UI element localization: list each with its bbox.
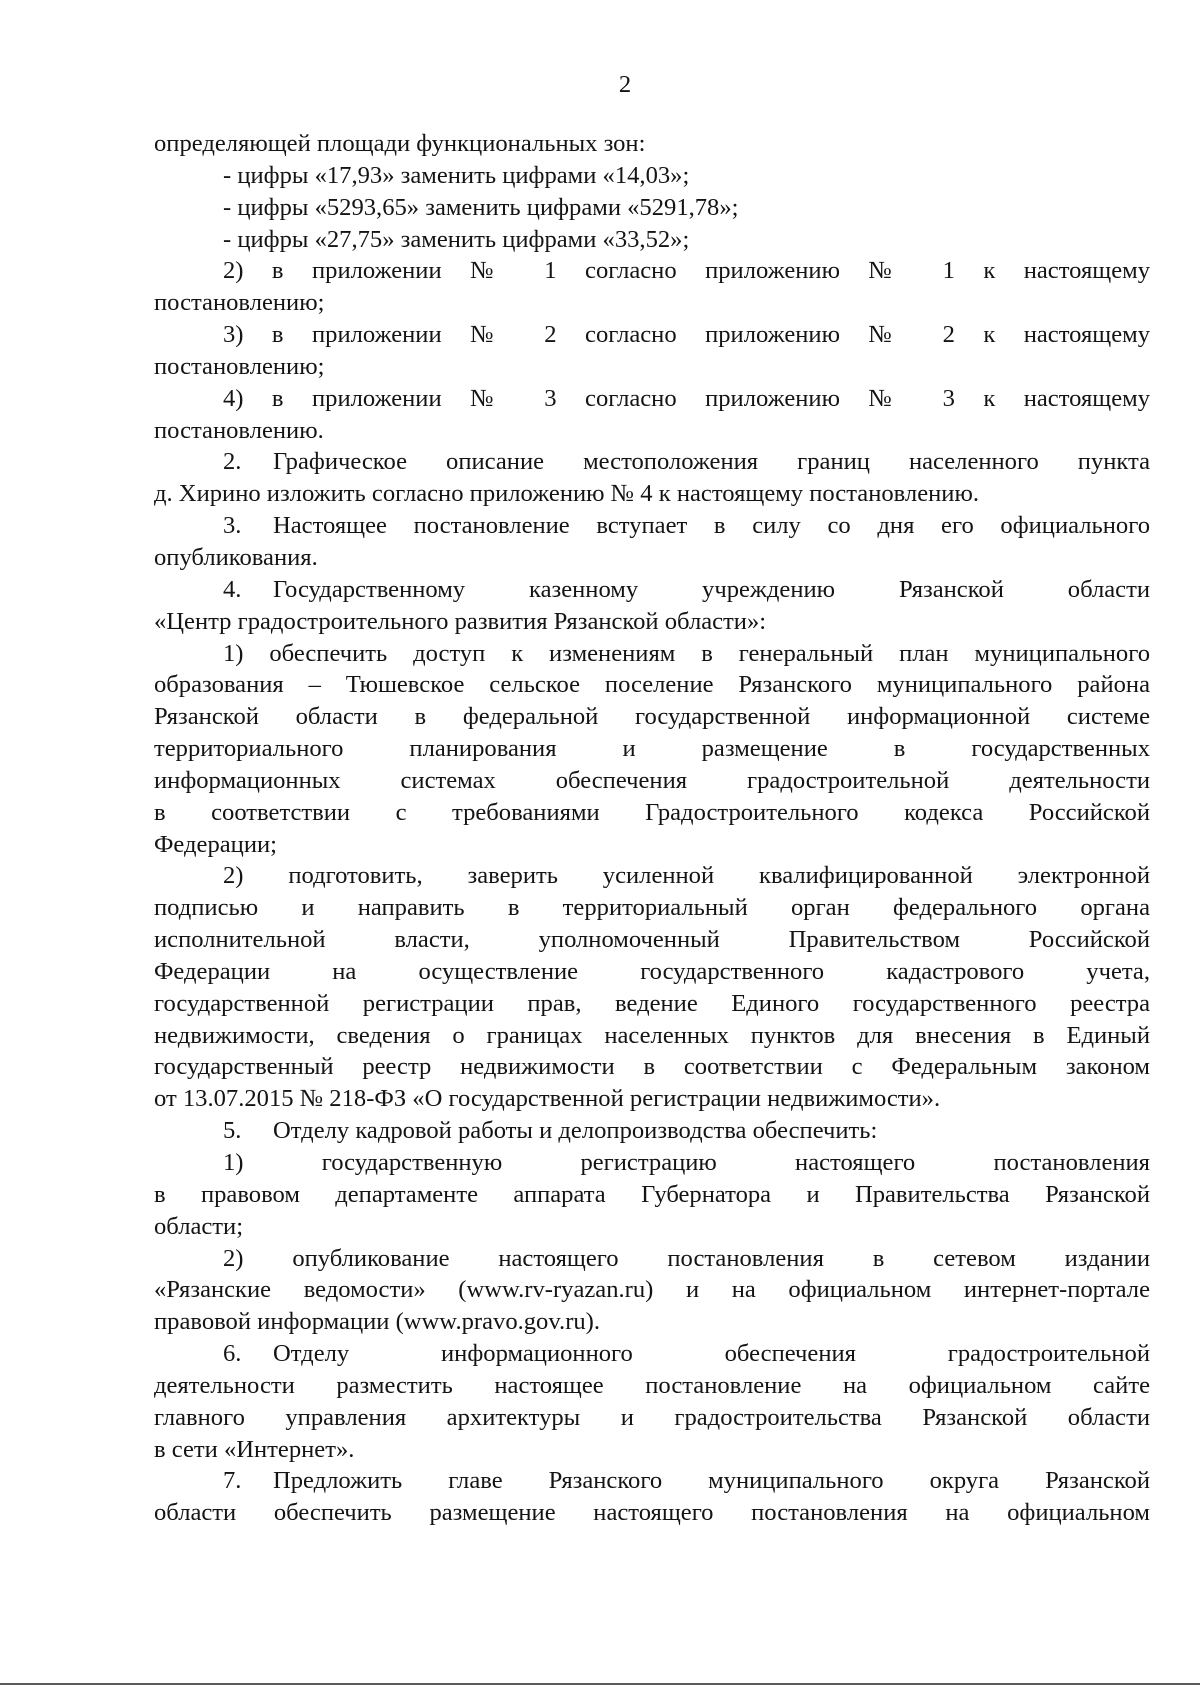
list-item-replace-2: - цифры «5293,65» заменить цифрами «5291,78»;: [223, 193, 739, 221]
paragraph-number: 2.: [223, 448, 242, 476]
subitem-2-line: 2) в приложении № 1 согласно приложению № 1 к настоящему: [223, 257, 1150, 285]
list-item-replace-3: - цифры «27,75» заменить цифрами «33,52»;: [223, 225, 690, 253]
paragraph-4-1-line: Федерации;: [154, 830, 277, 858]
paragraph-3-cont: опубликования.: [154, 543, 318, 571]
paragraph-4-1-line: информационных системах обеспечения градостроительной деятельности: [154, 766, 1150, 794]
paragraph-2-cont: д. Хирино изложить согласно приложению № 4 к настоящему постановлению.: [154, 480, 979, 508]
paragraph-4-2-line: исполнительной власти, уполномоченный Правительством Российской: [154, 926, 1150, 954]
paragraph-5-2-line: правовой информации (www.pravo.gov.ru).: [154, 1308, 601, 1336]
paragraph-4-1-line: 1) обеспечить доступ к изменениям в генеральный план муниципального: [223, 639, 1150, 667]
paragraph-5-2-line: «Рязанские ведомости» (www.rv-ryazan.ru) и на официальном интернет-портале: [154, 1276, 1150, 1304]
paragraph-text: Предложить главе Рязанского муниципального округа Рязанской: [273, 1467, 1150, 1495]
scan-bottom-edge: [0, 1683, 1200, 1685]
subitem-3-line: постановлению;: [154, 352, 325, 380]
paragraph-2: [154, 446, 1150, 478]
paragraph-7: [154, 1465, 1150, 1497]
paragraph-text: Графическое описание местоположения границ населенного пункта: [273, 448, 1150, 476]
paragraph-3: [154, 510, 1150, 542]
paragraph-4-2-line: подписью и направить в территориальный орган федерального органа: [154, 894, 1150, 922]
page-number: 2: [618, 71, 632, 98]
list-item-replace-1: - цифры «17,93» заменить цифрами «14,03»;: [223, 161, 690, 189]
paragraph-number: 5.: [223, 1117, 242, 1145]
paragraph-4-2-line: недвижимости, сведения о границах населенных пунктов для внесения в Единый: [154, 1021, 1150, 1049]
paragraph-text: Настоящее постановление вступает в силу со дня его официального: [273, 512, 1150, 540]
paragraph-5-2-line: 2) опубликование настоящего постановления в сетевом издании: [223, 1244, 1150, 1272]
paragraph-6-cont: в сети «Интернет».: [154, 1435, 355, 1463]
paragraph-4-2-line: государственный реестр недвижимости в соответствии с Федеральным законом: [154, 1053, 1150, 1081]
subitem-4-line: 4) в приложении № 3 согласно приложению № 3 к настоящему: [223, 384, 1150, 412]
paragraph-4-2-line: государственной регистрации прав, ведение Единого государственного реестра: [154, 989, 1150, 1017]
paragraph-4-1-line: территориального планирования и размещение в государственных: [154, 735, 1150, 763]
paragraph-7-cont: области обеспечить размещение настоящего постановления на официальном: [154, 1499, 1150, 1527]
subitem-4-line: постановлению.: [154, 416, 324, 444]
paragraph-number: 7.: [223, 1467, 242, 1495]
paragraph-text: Отделу информационного обеспечения градостроительной: [273, 1340, 1150, 1368]
paragraph-4-2-line: Федерации на осуществление государственного кадастрового учета,: [154, 957, 1150, 985]
paragraph-text: Отделу кадровой работы и делопроизводства обеспечить:: [273, 1117, 878, 1145]
paragraph-4-1-line: в соответствии с требованиями Градостроительного кодекса Российской: [154, 798, 1150, 826]
text-line: определяющей площади функциональных зон:: [154, 130, 646, 157]
paragraph-4: [154, 574, 1150, 606]
paragraph-number: 6.: [223, 1340, 242, 1368]
paragraph-text: Государственному казенному учреждению Рязанской области: [273, 575, 1150, 603]
paragraph-6: [154, 1338, 1150, 1370]
paragraph-number: 4.: [223, 575, 242, 603]
paragraph-5-1-line: в правовом департаменте аппарата Губернатора и Правительства Рязанской: [154, 1180, 1150, 1208]
paragraph-4-cont: «Центр градостроительного развития Рязанской области»:: [154, 607, 767, 635]
paragraph-5-1-line: области;: [154, 1212, 244, 1240]
paragraph-4-2-line: от 13.07.2015 № 218-ФЗ «О государственной регистрации недвижимости».: [154, 1085, 941, 1113]
paragraph-6-cont: главного управления архитектуры и градостроительства Рязанской области: [154, 1403, 1150, 1431]
subitem-3-line: 3) в приложении № 2 согласно приложению № 2 к настоящему: [223, 321, 1150, 349]
paragraph-number: 3.: [223, 512, 242, 540]
paragraph-6-cont: деятельности разместить настоящее постановление на официальном сайте: [154, 1371, 1150, 1399]
paragraph-5-1-line: 1) государственную регистрацию настоящего постановления: [223, 1149, 1150, 1176]
paragraph-4-2-line: 2) подготовить, заверить усиленной квалифицированной электронной: [223, 862, 1150, 890]
paragraph-4-1-line: образования – Тюшевское сельское поселение Рязанского муниципального района: [154, 671, 1150, 699]
document-body: [154, 128, 1150, 1529]
paragraph-4-1-line: Рязанской области в федеральной государственной информационной системе: [154, 703, 1150, 731]
subitem-2-line: постановлению;: [154, 289, 325, 317]
paragraph-5: [154, 1115, 1150, 1147]
